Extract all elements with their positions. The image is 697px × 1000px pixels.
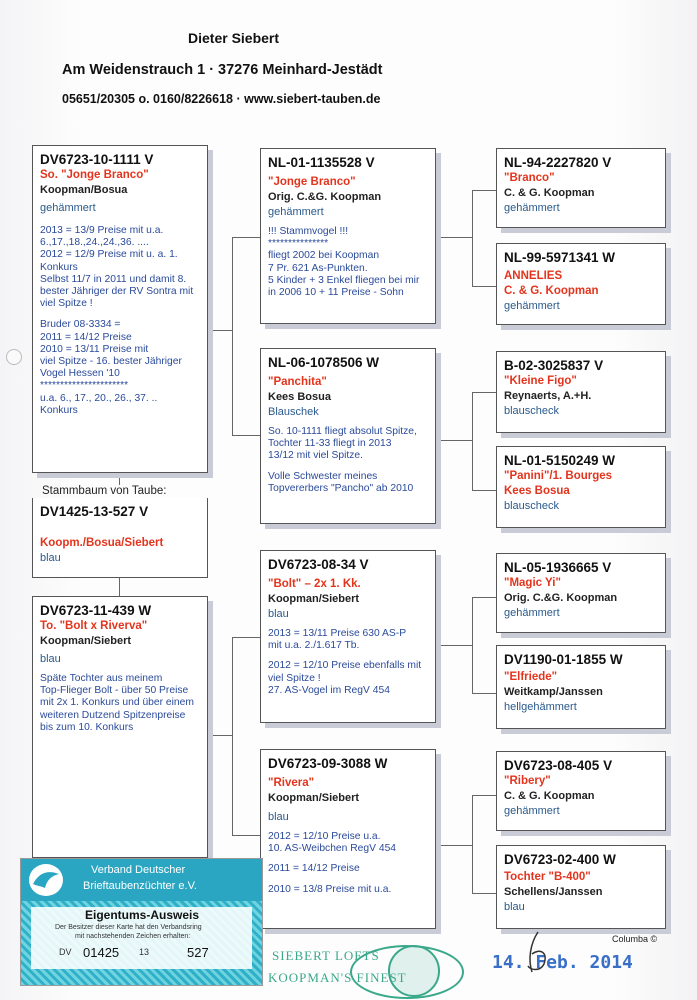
ff-ring: NL-01-1135528 V bbox=[268, 155, 375, 170]
ffm-name: ANNELIES bbox=[504, 270, 563, 282]
pigeon-logo-icon bbox=[29, 864, 63, 896]
connector bbox=[208, 735, 232, 736]
father-card bbox=[32, 145, 208, 473]
connector bbox=[436, 845, 472, 846]
fmm-breeder: Kees Bosua bbox=[504, 485, 570, 497]
fmf-breeder: Reynaerts, A.+H. bbox=[504, 390, 592, 402]
father-name: So. "Jonge Branco" bbox=[40, 169, 149, 181]
connector bbox=[232, 835, 260, 836]
ffm-card bbox=[496, 243, 666, 325]
fm-note: Topvererbers "Pancho" ab 2010 bbox=[268, 482, 414, 494]
connector bbox=[472, 392, 496, 393]
card-org-line-1: Verband Deutscher bbox=[91, 864, 186, 876]
connector bbox=[472, 597, 496, 598]
mmf-ring: DV6723-08-405 V bbox=[504, 758, 613, 773]
punch-hole bbox=[6, 349, 22, 365]
mmm-card bbox=[496, 845, 666, 929]
connector bbox=[232, 637, 233, 835]
mmm-color: blau bbox=[504, 901, 525, 913]
pigeon-ring: DV1425-13-527 V bbox=[40, 504, 149, 519]
fm-note: Volle Schwester meines bbox=[268, 470, 378, 482]
mother-card bbox=[32, 596, 208, 858]
fmm-name: "Panini"/1. Bourges bbox=[504, 470, 613, 482]
father-note: bester Jähriger der RV Sontra mit bbox=[40, 286, 194, 298]
ff-breeder: Orig. C.&G. Koopman bbox=[268, 191, 382, 203]
fmm-card bbox=[496, 446, 666, 528]
fmm-color: blauscheck bbox=[504, 500, 560, 512]
pigeon-breeder: Koopm./Bosua/Siebert bbox=[40, 537, 164, 549]
father-note: 2012 = 12/9 Preise mit u. a. 1. bbox=[40, 249, 178, 261]
card-small-2: mit nachstehenden Zeichen erhalten: bbox=[75, 933, 191, 940]
fmf-ring: B-02-3025837 V bbox=[504, 358, 604, 373]
mm-ring: DV6723-09-3088 W bbox=[268, 756, 388, 771]
mfm-color: hellgehämmert bbox=[504, 701, 577, 713]
connector bbox=[208, 330, 232, 331]
fff-ring: NL-94-2227820 V bbox=[504, 155, 612, 170]
ff-note: *************** bbox=[268, 238, 329, 250]
fm-note: 13/12 mit viel Spitze. bbox=[268, 450, 364, 462]
mother-breeder: Koopman/Siebert bbox=[40, 635, 132, 647]
stamp-line-1: SIEBERT LOFTS bbox=[272, 948, 380, 963]
connector bbox=[472, 286, 496, 287]
mf-breeder: Koopman/Siebert bbox=[268, 593, 360, 605]
connector bbox=[472, 795, 496, 796]
mff-card bbox=[496, 553, 666, 633]
mmf-card bbox=[496, 751, 666, 831]
mff-name: "Magic Yi" bbox=[504, 577, 561, 589]
father-note: ********************** bbox=[40, 380, 129, 392]
mother-note: Top-Flieger Bolt - über 50 Preise bbox=[40, 685, 189, 697]
mfm-breeder: Weitkamp/Janssen bbox=[504, 686, 603, 698]
connector bbox=[119, 473, 120, 485]
mother-name: To. "Bolt x Riverva" bbox=[40, 620, 148, 632]
mother-note: mit 2x 1. Konkurs und über einem bbox=[40, 697, 194, 709]
father-note: Selbst 11/7 in 2011 und damit 8. bbox=[40, 273, 187, 285]
mff-ring: NL-05-1936665 V bbox=[504, 560, 612, 575]
owner-name: Dieter Siebert bbox=[188, 30, 280, 46]
mother-note: weiteren Dutzend Spitzenpreise bbox=[40, 709, 186, 721]
mfm-card bbox=[496, 645, 666, 729]
mm-note: 2012 = 12/10 Preise u.a. bbox=[268, 831, 381, 842]
father-note: viel Spitze - 16. bester Jähriger bbox=[40, 356, 182, 368]
connector bbox=[232, 435, 260, 436]
mm-breeder: Koopman/Siebert bbox=[268, 792, 360, 804]
connector bbox=[472, 597, 473, 693]
owner-address: Am Weidenstrauch 1 · 37276 Meinhard-Jestädt bbox=[62, 62, 383, 78]
fm-name: "Panchita" bbox=[268, 376, 327, 388]
mf-name: "Bolt" – 2x 1. Kk. bbox=[268, 578, 361, 590]
copyright: Columba © bbox=[612, 934, 658, 944]
mfm-ring: DV1190-01-1855 W bbox=[504, 652, 623, 667]
pedigree-label: Stammbaum von Taube: bbox=[42, 485, 167, 497]
connector bbox=[472, 190, 473, 286]
mmf-breeder: C. & G. Koopman bbox=[504, 790, 595, 802]
fmm-ring: NL-01-5150249 W bbox=[504, 453, 616, 468]
mother-color: blau bbox=[40, 653, 61, 665]
father-note: Vogel Hessen '10 bbox=[40, 368, 120, 380]
father-note: u.a. 6., 17., 20., 26., 37. .. bbox=[40, 392, 158, 404]
mother-note: bis zum 10. Konkurs bbox=[40, 721, 134, 733]
mf-note: 2013 = 13/11 Preise 630 AS-P bbox=[268, 628, 407, 639]
fff-breeder: C. & G. Koopman bbox=[504, 187, 595, 199]
father-note: Bruder 08-3334 = bbox=[40, 319, 121, 331]
connector bbox=[119, 578, 120, 596]
father-note: Konkurs bbox=[40, 404, 78, 416]
card-dv: DV bbox=[59, 947, 72, 957]
mf-note: mit u.a. 2./1.617 Tb. bbox=[268, 640, 360, 652]
card-number: 01425 bbox=[83, 945, 120, 960]
father-ring: DV6723-10-1111 V bbox=[40, 152, 154, 167]
fff-color: gehämmert bbox=[504, 202, 560, 214]
fm-breeder: Kees Bosua bbox=[268, 391, 331, 403]
ff-note: !!! Stammvogel !!! bbox=[268, 226, 349, 237]
ff-note: fliegt 2002 bei Koopman bbox=[268, 250, 380, 262]
mm-color: blau bbox=[268, 811, 289, 823]
mf-note: viel Spitze ! bbox=[268, 672, 321, 684]
owner-contact: 05651/20305 o. 0160/8226618 · www.siebert-tauben.de bbox=[62, 92, 381, 106]
mfm-name: "Elfriede" bbox=[504, 671, 558, 683]
connector bbox=[472, 795, 473, 893]
father-note: 2011 = 14/12 Preise bbox=[40, 331, 132, 343]
father-breeder: Koopman/Bosua bbox=[40, 184, 128, 196]
connector bbox=[472, 490, 496, 491]
connector bbox=[472, 190, 496, 191]
mm-card bbox=[260, 749, 436, 929]
signature-mark bbox=[518, 930, 558, 976]
mmm-name: Tochter "B-400" bbox=[504, 871, 591, 883]
connector bbox=[232, 637, 260, 638]
father-note: viel Spitze ! bbox=[40, 298, 93, 310]
date-stamp: 14. Feb. 2014 bbox=[492, 952, 633, 973]
connector bbox=[436, 440, 472, 441]
fmf-color: blauscheck bbox=[504, 405, 560, 417]
mff-breeder: Orig. C.&G. Koopman bbox=[504, 592, 618, 604]
mmf-color: gehämmert bbox=[504, 805, 560, 817]
ff-note: in 2006 10 + 11 Preise - Sohn bbox=[268, 287, 404, 299]
mf-ring: DV6723-08-34 V bbox=[268, 557, 369, 572]
mm-note: 2010 = 13/8 Preise mit u.a. bbox=[268, 883, 392, 895]
ff-note: 7 Pr. 621 As-Punkten. bbox=[268, 262, 368, 274]
fm-card bbox=[260, 348, 436, 524]
card-org-line-2: Brieftaubenzüchter e.V. bbox=[83, 880, 197, 892]
stamp-line-2: KOOPMAN'S FINEST bbox=[268, 970, 407, 985]
ffm-color: gehämmert bbox=[504, 300, 560, 312]
ownership-card bbox=[20, 858, 263, 986]
connector bbox=[436, 237, 472, 238]
card-small-1: Der Besitzer dieser Karte hat den Verbandsring bbox=[55, 924, 202, 931]
father-note: 6.,17.,18.,24.,24.,36. .... bbox=[40, 237, 149, 249]
connector bbox=[472, 893, 496, 894]
connector bbox=[472, 392, 473, 490]
mmm-breeder: Schellens/Janssen bbox=[504, 886, 603, 898]
mf-color: blau bbox=[268, 608, 289, 620]
father-color: gehämmert bbox=[40, 202, 96, 214]
pigeon-color: blau bbox=[40, 552, 61, 564]
card-ring: 527 bbox=[187, 945, 209, 960]
ffm-breeder: C. & G. Koopman bbox=[504, 285, 599, 297]
mmm-ring: DV6723-02-400 W bbox=[504, 852, 616, 867]
father-note: Konkurs bbox=[40, 261, 78, 273]
connector bbox=[472, 693, 496, 694]
ff-card bbox=[260, 148, 436, 324]
pigeon-card bbox=[32, 498, 208, 578]
mf-card bbox=[260, 550, 436, 723]
connector bbox=[232, 237, 260, 238]
father-note: 2013 = 13/9 Preise mit u.a. bbox=[40, 225, 164, 236]
fmf-name: "Kleine Figo" bbox=[504, 375, 577, 387]
connector bbox=[436, 645, 472, 646]
ff-color: gehämmert bbox=[268, 206, 324, 218]
mm-note: 2011 = 14/12 Preise bbox=[268, 863, 360, 875]
fm-note: Tochter 11-33 fliegt in 2013 bbox=[268, 438, 392, 450]
card-year: 13 bbox=[139, 947, 150, 957]
mf-note: 2012 = 12/10 Preise ebenfalls mit bbox=[268, 660, 422, 672]
fm-ring: NL-06-1078506 W bbox=[268, 355, 380, 370]
fm-note: So. 10-1111 fliegt absolut Spitze, bbox=[268, 426, 417, 437]
mother-note: Späte Tochter aus meinem bbox=[40, 673, 163, 684]
mf-note: 27. AS-Vogel im RegV 454 bbox=[268, 684, 390, 696]
fm-color: Blauschek bbox=[268, 406, 319, 418]
mm-note: 10. AS-Weibchen RegV 454 bbox=[268, 843, 397, 855]
mm-name: "Rivera" bbox=[268, 777, 315, 789]
ff-name: "Jonge Branco" bbox=[268, 176, 356, 188]
mother-ring: DV6723-11-439 W bbox=[40, 603, 152, 618]
ffm-ring: NL-99-5971341 W bbox=[504, 250, 616, 265]
card-title: Eigentums-Ausweis bbox=[85, 908, 200, 922]
fff-card bbox=[496, 148, 666, 228]
ff-note: 5 Kinder + 3 Enkel fliegen bei mir bbox=[268, 274, 420, 286]
connector bbox=[232, 237, 233, 435]
father-note: 2010 = 13/11 Preise mit bbox=[40, 343, 149, 355]
fmf-card bbox=[496, 351, 666, 433]
mmf-name: "Ribery" bbox=[504, 775, 551, 787]
fff-name: "Branco" bbox=[504, 172, 555, 184]
mff-color: gehämmert bbox=[504, 607, 560, 619]
